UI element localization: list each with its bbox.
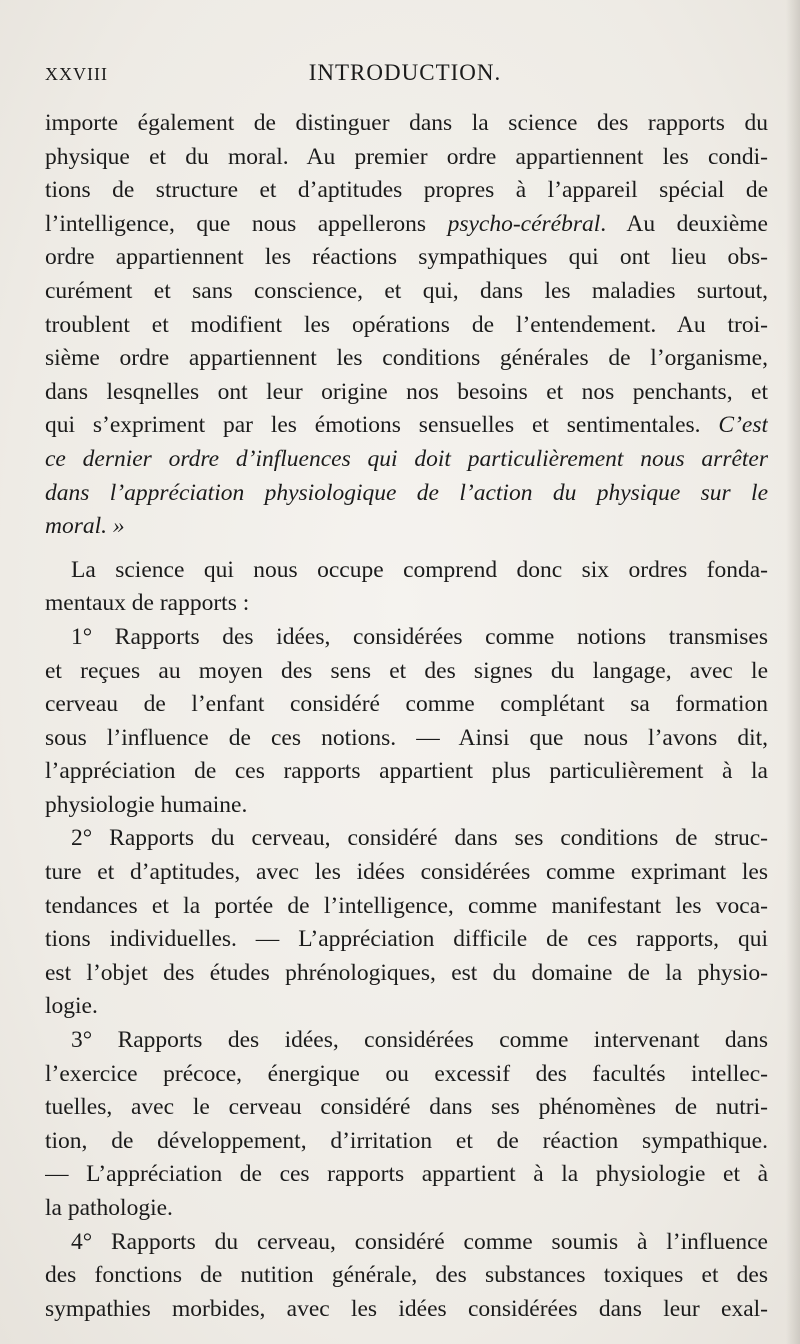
text-line: ordre appartiennent les réactions sympathiques qui ont lieu obs-: [45, 244, 768, 271]
text-line: physique et du moral. Au premier ordre appartiennent les condi-: [45, 143, 768, 170]
text-line: sympathies morbides, avec les idées considérées dans leur exal-: [45, 1295, 768, 1322]
running-head: [45, 60, 765, 90]
body-text: [45, 107, 768, 1326]
text-line: dans lesqnelles ont leur origine nos besoins et nos penchants, et: [45, 378, 768, 405]
quote-italic-line: dans l’appréciation physiologique de l’action du physique sur le: [45, 479, 768, 506]
text-line: tions de structure et d’aptitudes propres à l’appareil spécial de: [45, 177, 768, 204]
text-line: tion, de développement, d’irritation et de réaction sympathique.: [45, 1127, 768, 1154]
page-edge-shadow: [786, 0, 800, 1344]
list-item-3: 3° Rapports des idées, considérées comme intervenant dans: [71, 1027, 768, 1054]
text-line: logie.: [45, 993, 98, 1020]
text-line: tuelles, avec le cerveau considéré dans ses phénomènes de nutri-: [45, 1094, 768, 1121]
text-line: troublent et modifient les opérations de l’entendement. Au troi-: [45, 311, 768, 338]
text-line: cerveau de l’enfant considéré comme complétant sa formation: [45, 691, 768, 718]
text-line: importe également de distinguer dans la science des rapports du: [45, 110, 768, 136]
text-line: des fonctions de nutition générale, des substances toxiques et des: [45, 1262, 768, 1289]
list-item-1: 1° Rapports des idées, considérées comme notions transmises: [71, 623, 768, 650]
text-line: qui s’expriment par les émotions sensuelles et sentimentales. C’est: [45, 412, 768, 439]
quote-italic-line: moral. »: [45, 513, 125, 540]
italic-phrase: psycho-cérébral: [447, 210, 601, 237]
text-line: tions individuelles. — L’appréciation difficile de ces rapports, qui: [45, 926, 768, 953]
text-line: La science qui nous occupe comprend donc six ordres fonda-: [71, 556, 768, 583]
text-line: sous l’influence de ces notions. — Ainsi que nous l’avons dit,: [45, 724, 768, 751]
text-line: tendances et la portée de l’intelligence, comme manifestant les voca-: [45, 892, 768, 919]
page-number: XXVIII: [45, 64, 108, 84]
text-line: sième ordre appartiennent les conditions générales de l’organisme,: [45, 345, 768, 372]
list-item-2: 2° Rapports du cerveau, considéré dans ses conditions de struc-: [71, 825, 768, 852]
text-line: mentaux de rapports :: [45, 590, 250, 617]
list-item-4: 4° Rapports du cerveau, considéré comme soumis à l’influence: [71, 1228, 768, 1255]
quote-italic-line: ce dernier ordre d’influences qui doit particulièrement nous arrêter: [45, 445, 768, 472]
text-line: physiologie humaine.: [45, 791, 248, 818]
italic-phrase: C’est: [718, 412, 768, 439]
text-line: l’intelligence, que nous appellerons psycho-cérébral. Au deuxième: [45, 210, 768, 237]
text-line: curément et sans conscience, et qui, dans les maladies surtout,: [45, 277, 768, 304]
text-line: est l’objet des études phrénologiques, est du domaine de la physio-: [45, 959, 768, 986]
running-title: INTRODUCTION.: [308, 60, 502, 85]
text-line: l’exercice précoce, énergique ou excessif des facultés intellec-: [45, 1060, 768, 1087]
text-line: et reçues au moyen des sens et des signes du langage, avec le: [45, 657, 768, 684]
text-line: — L’appréciation de ces rapports appartient à la physiologie et à: [45, 1161, 768, 1188]
text-line: la pathologie.: [45, 1195, 173, 1221]
text-line: ture et d’aptitudes, avec les idées considérées comme exprimant les: [45, 859, 768, 886]
text-line: l’appréciation de ces rapports appartient plus particulièrement à la: [45, 758, 768, 785]
